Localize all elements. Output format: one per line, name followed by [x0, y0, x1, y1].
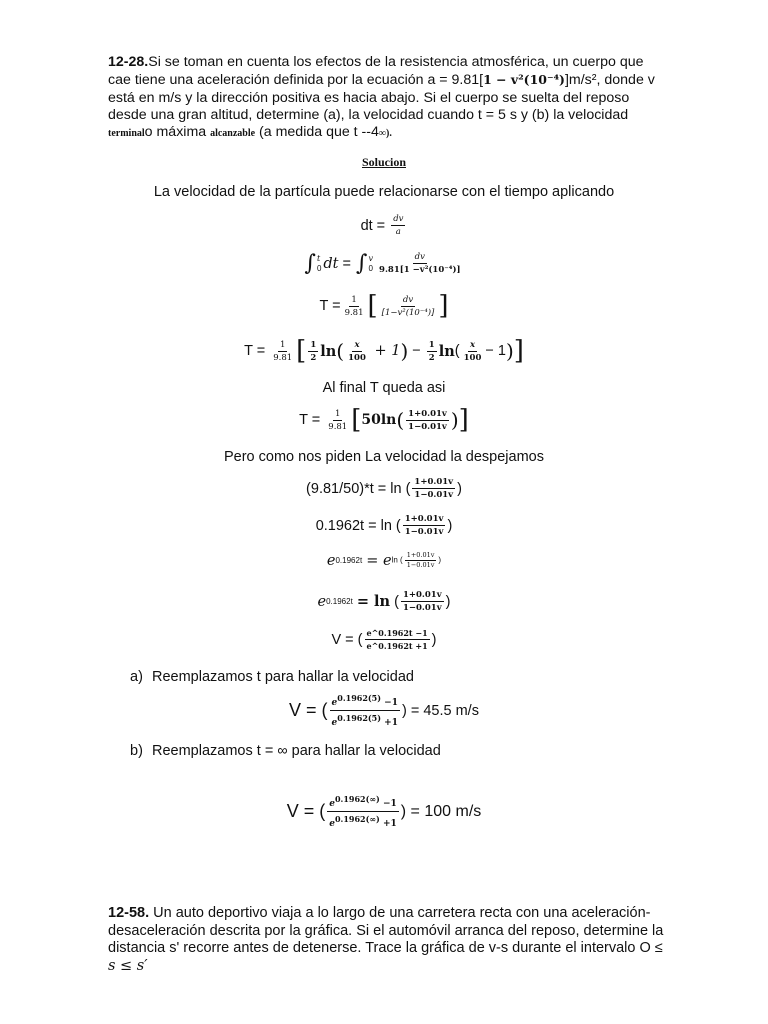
equation-T3: T = $\frac{1}{9.81}$ [ 50ln ( $\frac{1+0.01v}{1-0.01v}$ ) ] — [299, 405, 469, 435]
part-b-text: b) Reemplazamos t = ∞ para hallar la velocidad — [130, 743, 441, 759]
problem-12-28-statement: 12-28.Si se toman en cuenta los efectos de la resistencia atmosférica, un cuerpo que cae tiene una aceleración definida por la ecuación a = 9.81[1 − v²(10⁻⁴)]m/s², donde v está en m/s y la dirección positiva es hacia abajo. Si el cuerpo se suelta del reposo desde una gran altitud, determine (a), la velocidad cuando t = 5 s y (b) la velocidad terminalo máxima alcanzable (a medida que t --4∞). — [108, 54, 655, 141]
problem-12-58-statement: 12-58. Un auto deportivo viaja a lo largo de una carretera recta con una aceleración-desaceleración descrita por la gráfica. Si el automóvil arranca del reposo, determine la distancia s' recorre antes de detenerse. Trace la gráfica de v-s durante el intervalo O ≤ s ≤ s′ — [108, 905, 664, 974]
equation-part-a: V = ( $\frac{e^{0.1962(5)} -1}{e^{0.1962(5)} +1}$ ) = 45.5 m/s — [289, 693, 479, 728]
acceleration-formula: 1 − v²(10⁻⁴) — [483, 72, 565, 88]
solve-text: Pero como nos piden La velocidad la despejamos — [223, 449, 544, 465]
word-alcanzable: alcanzable — [210, 128, 256, 140]
equation-T2: T = $\frac{1}{9.81}$ [ $\frac{1}{2}$ ln ( $\frac{x}{100}$ + 1 ) − $\frac{1}{2}$ ln ( $\frac{x}{100}$ − 1 ) ] — [244, 336, 524, 366]
intro-text: La velocidad de la partícula puede relacionarse con el tiempo aplicando — [153, 184, 615, 200]
equation-V: V = ( $\frac{e\^{}0.1962t -1}{e\^{}0.1962t +1}$ ) — [331, 628, 437, 651]
final-text: Al final T queda asi — [322, 380, 446, 396]
equation-T1: T = $\frac{1}{9.81}$ [ $\frac{dv}{\text{[1−v²(10⁻⁴)]}}$ ] — [319, 291, 449, 321]
equation-dt: dt = $\frac{dv}{a}$ — [360, 214, 404, 237]
problem-number-2: 12-58. — [108, 905, 150, 921]
part-a-result: ) = 45.5 m/s — [401, 702, 479, 719]
problem-number: 12-28. — [108, 54, 149, 70]
part-b-result: ) = 100 m/s — [400, 802, 482, 820]
equation-s2: 0.1962t = ln ( $\frac{1+0.01v}{1-0.01v}$ ) — [315, 514, 453, 537]
equation-s3: e 0.1962t = e ln ( $\frac{1+0.01v}{1-0.01v}$ ) — [326, 551, 442, 569]
solution-title: Solucion — [361, 155, 406, 169]
part-a-text: a) Reemplazamos t para hallar la velocidad — [130, 669, 414, 685]
equation-s4: e 0.1962t = ln ( $\frac{1+0.01v}{1-0.01v}$ ) — [317, 590, 451, 613]
equation-integral: ∫ t 0 dt = ∫ v 0 $\frac{dv}{\text{9.81[1 −v²(10⁻⁴)]}}$ — [304, 250, 461, 276]
equation-s1: (9.81/50)*t = ln ( $\frac{1+0.01v}{1-0.01v}$ ) — [306, 477, 462, 500]
word-terminal: terminal — [108, 128, 145, 140]
equation-part-b: V = ( $\frac{e^{0.1962(\infty)} -1}{e^{0.1962(\infty)} +1}$ ) = 100 m/s — [286, 794, 482, 829]
